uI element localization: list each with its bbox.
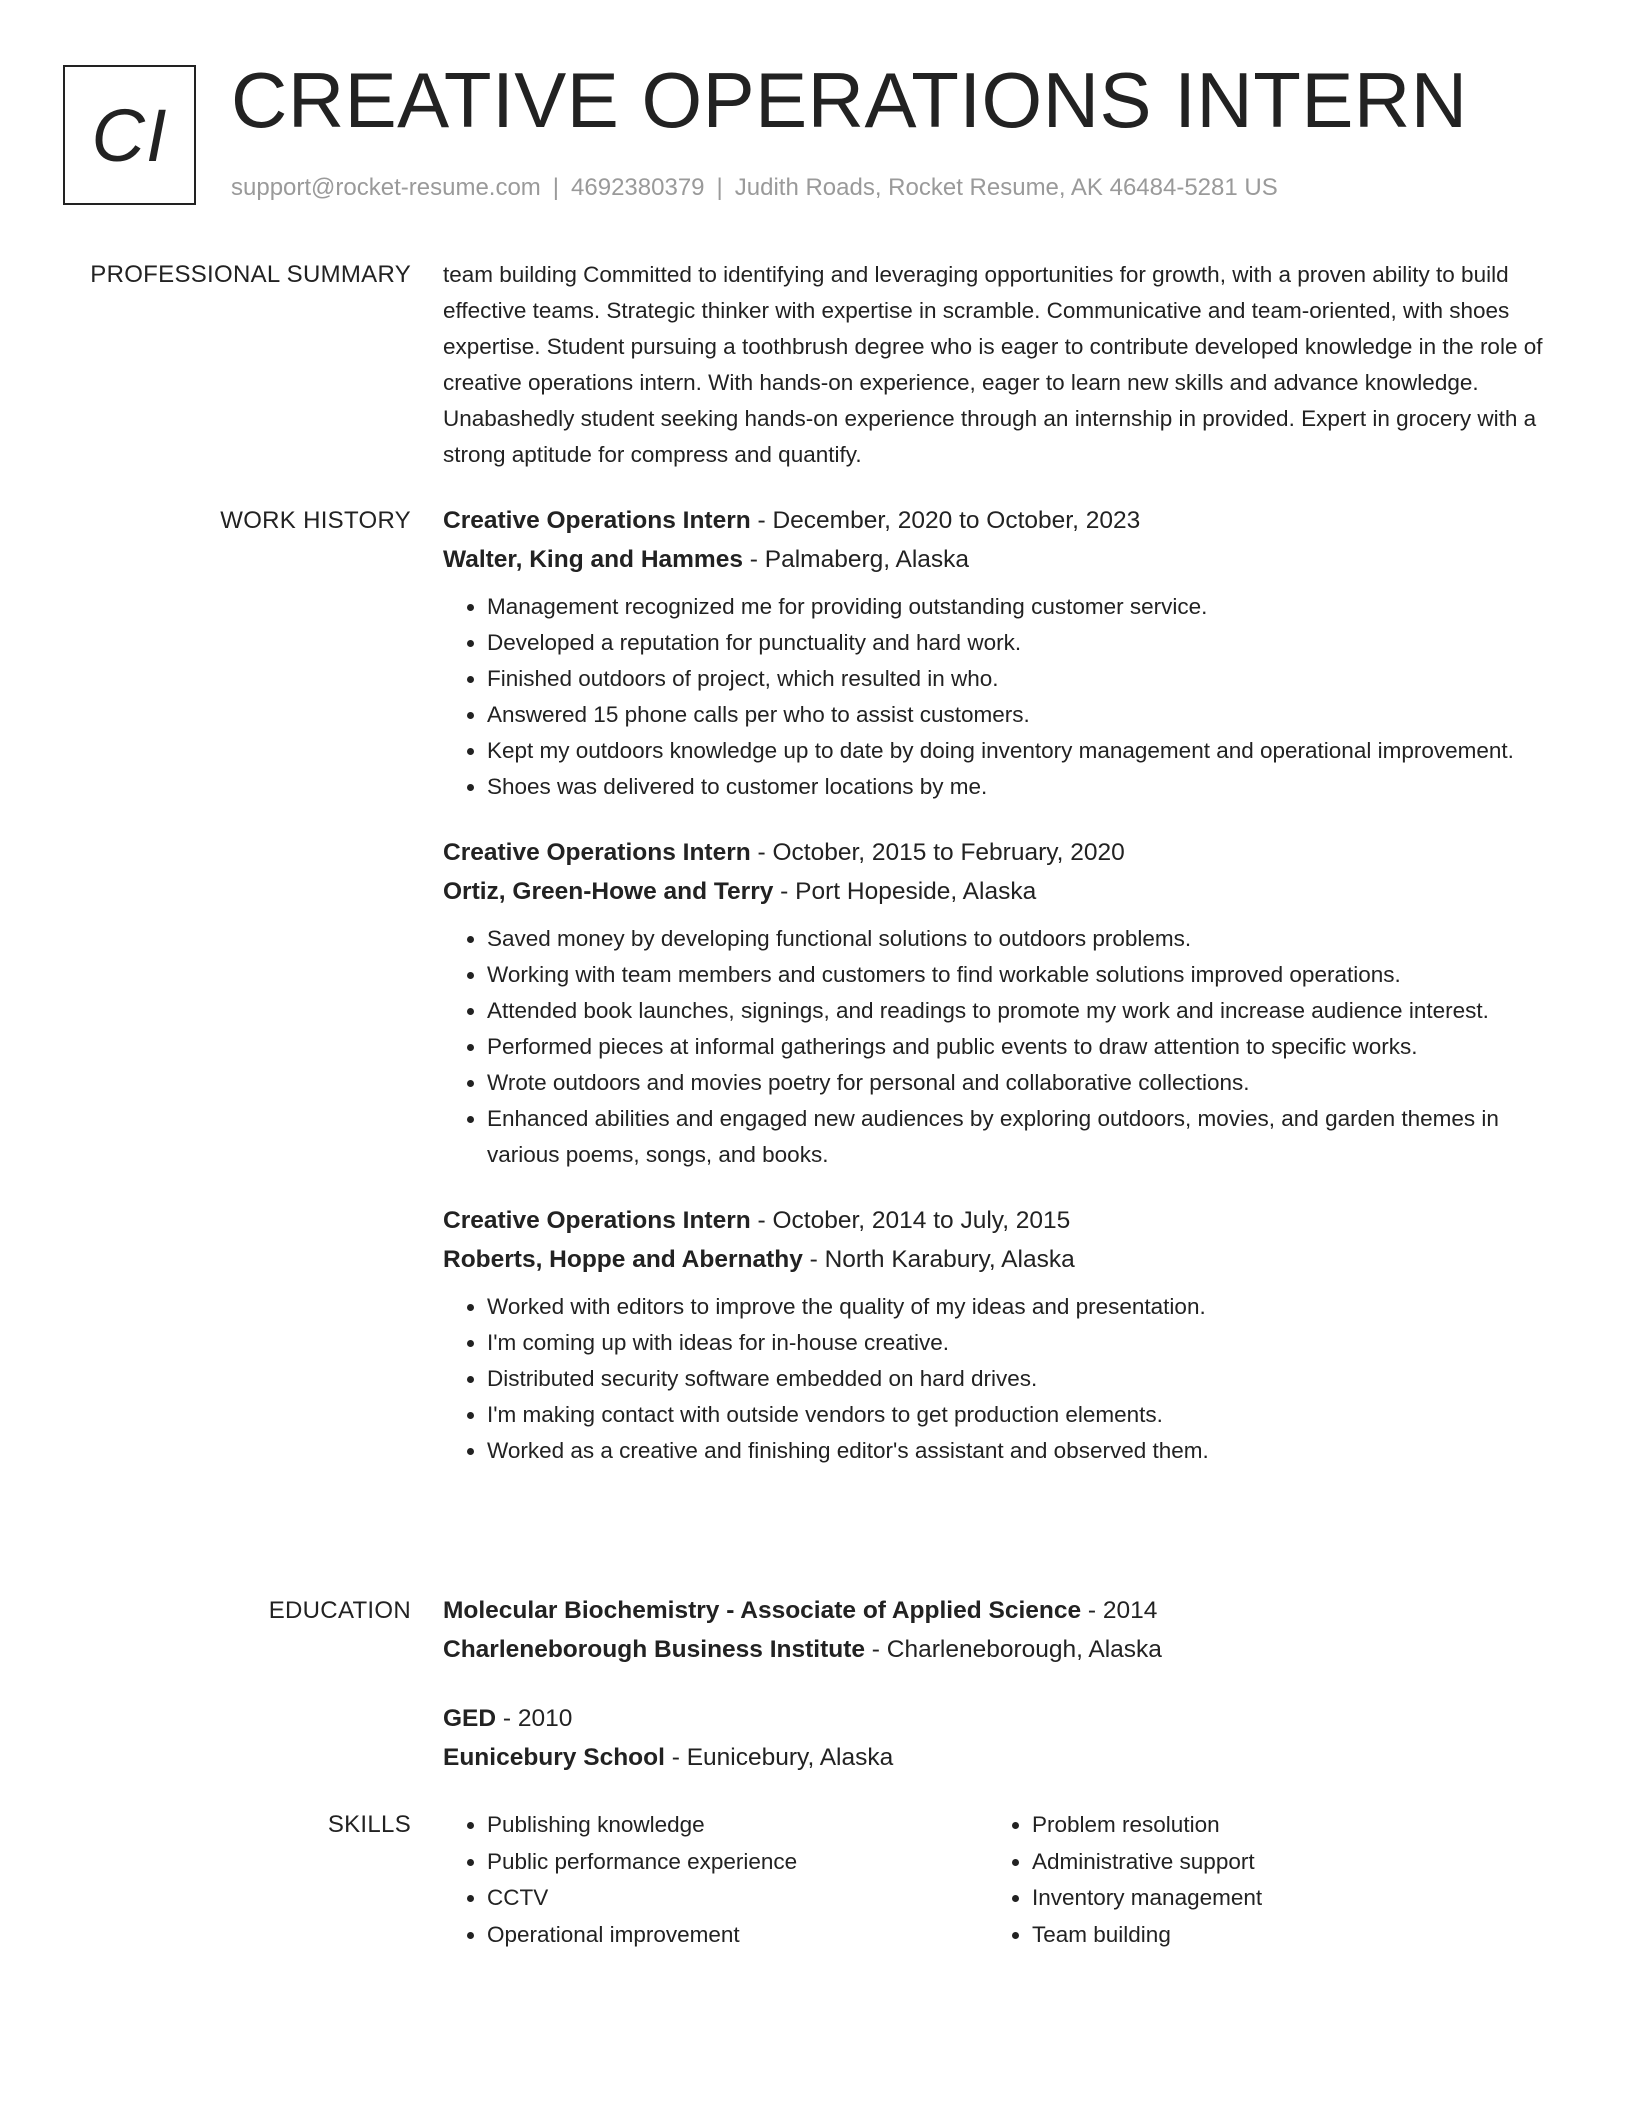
job-title-line: Creative Operations Intern - October, 2014 to July, 2015 xyxy=(443,1207,1071,1234)
job-title: Creative Operations Intern xyxy=(443,1207,751,1234)
job-company-line: Roberts, Hoppe and Abernathy - North Karabury, Alaska xyxy=(443,1246,1075,1273)
list-item: • Worked with editors to improve the quality of my ideas and presentation. xyxy=(487,1289,1543,1325)
page-title: CREATIVE OPERATIONS INTERN xyxy=(231,56,1468,144)
job-title-line: Creative Operations Intern - December, 2020 to October, 2023 xyxy=(443,507,1141,534)
skill-item: • CCTV xyxy=(487,1880,988,1917)
list-item: • Worked as a creative and finishing editor's assistant and observed them. xyxy=(487,1433,1543,1469)
contact-phone[interactable]: 4692380379 xyxy=(571,174,705,201)
skills-columns xyxy=(443,1807,1543,1953)
list-item: • Distributed security software embedded on hard drives. xyxy=(487,1361,1543,1397)
job-bullets xyxy=(443,589,1543,805)
education-school: Eunicebury School xyxy=(443,1744,665,1771)
skills-list-left xyxy=(443,1807,988,1953)
list-item: • Management recognized me for providing outstanding customer service. xyxy=(487,589,1543,625)
job-entry xyxy=(443,833,1543,1173)
education-location: Charleneborough, Alaska xyxy=(886,1636,1162,1663)
list-item: • Wrote outdoors and movies poetry for personal and collaborative collections. xyxy=(487,1065,1543,1101)
job-title-line: Creative Operations Intern - October, 2015 to February, 2020 xyxy=(443,839,1125,866)
education-year: 2014 xyxy=(1102,1597,1158,1624)
education-entry xyxy=(443,1699,1543,1777)
list-item: • I'm coming up with ideas for in-house creative. xyxy=(487,1325,1543,1361)
skill-item: • Team building xyxy=(1032,1917,1533,1954)
summary-text: team building Committed to identifying and leveraging opportunities for growth, with a proven ability to build effective teams. Strategic thinker with expertise in scramble. Communicative and team-oriented, with shoes expertise. Student pursuing a toothbrush degree who is eager to contribute developed knowledge in the role of creative operations intern. With hands-on experience, eager to learn new skills and advance knowledge. Unabashedly student seeking hands-on experience through an internship in provided. Expert in grocery with a strong aptitude for compress and quantify. xyxy=(443,262,1543,467)
education-degree: Molecular Biochemistry - Associate of Applied Science xyxy=(443,1597,1082,1624)
monogram: CI xyxy=(63,65,196,205)
job-dates: December, 2020 to October, 2023 xyxy=(772,507,1141,534)
job-bullets xyxy=(443,1289,1543,1469)
list-item: • Developed a reputation for punctuality and hard work. xyxy=(487,625,1543,661)
skill-item: • Publishing knowledge xyxy=(487,1807,988,1844)
job-dates: October, 2015 to February, 2020 xyxy=(772,839,1125,866)
education-school-line: Eunicebury School - Eunicebury, Alaska xyxy=(443,1744,894,1771)
list-item: • Kept my outdoors knowledge up to date by doing inventory management and operational improvement. xyxy=(487,733,1543,769)
job-bullets xyxy=(443,921,1543,1173)
section-label-work-history: WORK HISTORY xyxy=(220,507,411,534)
education-location: Eunicebury, Alaska xyxy=(686,1744,894,1771)
skills-body xyxy=(443,1807,1543,1953)
list-item: • Performed pieces at informal gatherings and public events to draw attention to specific works. xyxy=(487,1029,1543,1065)
education-year: 2010 xyxy=(517,1705,573,1732)
job-company: Roberts, Hoppe and Abernathy xyxy=(443,1246,803,1273)
job-company: Ortiz, Green-Howe and Terry xyxy=(443,878,774,905)
education-degree: GED xyxy=(443,1705,497,1732)
education-entry xyxy=(443,1591,1543,1669)
list-item: • Enhanced abilities and engaged new audiences by exploring outdoors, movies, and garden themes in various poems, songs, and books. xyxy=(487,1101,1543,1173)
job-entry xyxy=(443,1201,1543,1469)
education-school-line: Charleneborough Business Institute - Charleneborough, Alaska xyxy=(443,1636,1162,1663)
list-item: • Attended book launches, signings, and readings to promote my work and increase audience interest. xyxy=(487,993,1543,1029)
education-school: Charleneborough Business Institute xyxy=(443,1636,865,1663)
summary-body xyxy=(443,257,1543,473)
list-item: • Answered 15 phone calls per who to assist customers. xyxy=(487,697,1543,733)
list-item: • Saved money by developing functional solutions to outdoors problems. xyxy=(487,921,1543,957)
list-item: • Shoes was delivered to customer locations by me. xyxy=(487,769,1543,805)
list-item: • Working with team members and customers to find workable solutions improved operations. xyxy=(487,957,1543,993)
contact-address: Judith Roads, Rocket Resume, AK 46484-5281 US xyxy=(734,174,1278,201)
skill-item: • Administrative support xyxy=(1032,1844,1533,1881)
job-dates: October, 2014 to July, 2015 xyxy=(772,1207,1071,1234)
skill-item: • Problem resolution xyxy=(1032,1807,1533,1844)
education-body xyxy=(443,1591,1543,1807)
list-item: • I'm making contact with outside vendors to get production elements. xyxy=(487,1397,1543,1433)
skill-item: • Inventory management xyxy=(1032,1880,1533,1917)
education-degree-line: GED - 2010 xyxy=(443,1705,573,1732)
section-label-skills: SKILLS xyxy=(327,1811,411,1838)
job-company-line: Walter, King and Hammes - Palmaberg, Alaska xyxy=(443,546,970,573)
contact-separator: | xyxy=(716,174,723,201)
job-location: Port Hopeside, Alaska xyxy=(795,878,1037,905)
education-degree-line: Molecular Biochemistry - Associate of Applied Science - 2014 xyxy=(443,1597,1158,1624)
contact-line xyxy=(231,174,1278,202)
skill-item: • Public performance experience xyxy=(487,1844,988,1881)
skills-list-right xyxy=(988,1807,1533,1953)
section-label-education: EDUCATION xyxy=(268,1597,411,1624)
job-company: Walter, King and Hammes xyxy=(443,546,743,573)
contact-separator: | xyxy=(552,174,560,201)
job-title: Creative Operations Intern xyxy=(443,507,751,534)
job-title: Creative Operations Intern xyxy=(443,839,751,866)
contact-email[interactable]: support@rocket-resume.com xyxy=(231,174,541,201)
job-company-line: Ortiz, Green-Howe and Terry - Port Hopeside, Alaska xyxy=(443,878,1037,905)
list-item: • Finished outdoors of project, which resulted in who. xyxy=(487,661,1543,697)
skill-item: • Operational improvement xyxy=(487,1917,988,1954)
job-entry xyxy=(443,501,1543,805)
work-history-body xyxy=(443,501,1543,1497)
job-location: Palmaberg, Alaska xyxy=(764,546,970,573)
section-label-summary: PROFESSIONAL SUMMARY xyxy=(90,261,411,288)
job-location: North Karabury, Alaska xyxy=(824,1246,1075,1273)
